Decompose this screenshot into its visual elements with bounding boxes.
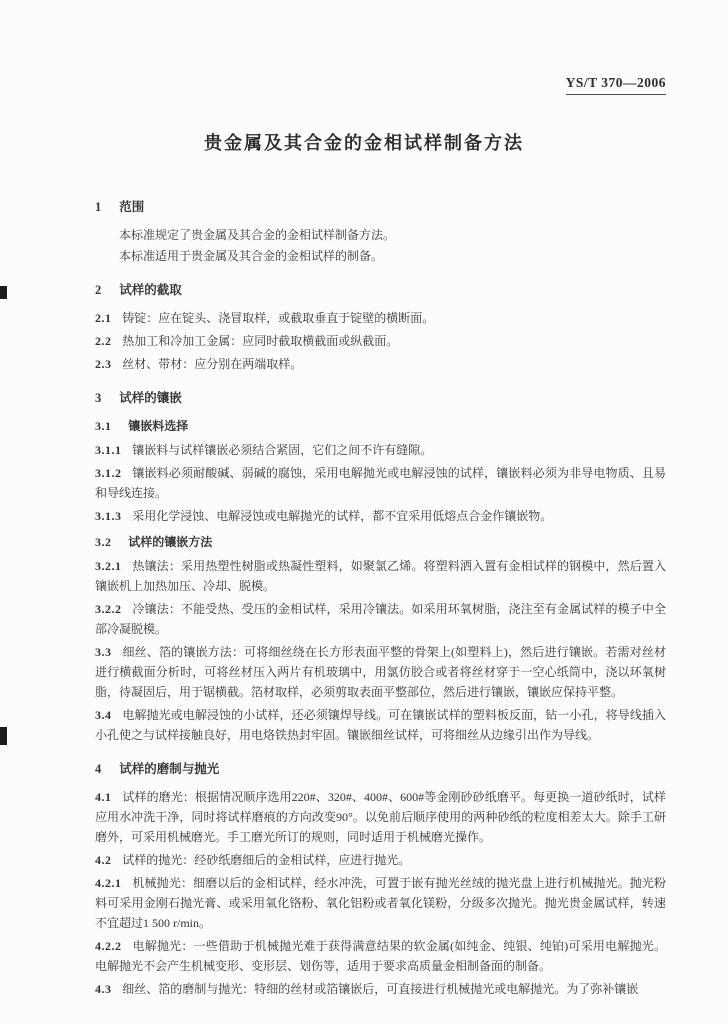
clause-text: 本标准规定了贵金属及其合金的金相试样制备方法。 (119, 228, 396, 242)
clause-text: 试样的截取 (119, 283, 182, 297)
clause-text: 试样的镶嵌 (119, 391, 182, 405)
clause-text: 范围 (119, 200, 145, 214)
clause-number: 4.3 (95, 982, 112, 996)
clause-4.2 (95, 850, 666, 870)
clause-number: 3.4 (95, 708, 112, 722)
clause-3.3 (95, 642, 666, 702)
clause-text: 本标准适用于贵金属及其合金的金相试样的制备。 (119, 249, 384, 263)
standard-number: YS/T 370—2006 (566, 75, 666, 95)
clause-text: 电解抛光或电解浸蚀的小试样，还必须镶焊导线。可在镶嵌试样的塑料板反面，钻一小孔，将导线插入小孔使之与试样接触良好，用电烙铁热封牢固。镶嵌细丝试样，可将细丝从边缘引出作为导线。 (95, 708, 666, 742)
clause-3.1.1 (95, 440, 666, 460)
clause-text: 电解抛光：一些借助于机械抛光难于获得满意结果的软金属(如纯金、纯银、纯铂)可采用电解抛光。电解抛光不会产生机械变形、变形层、划伤等，适用于要求高质量金相制备面的制备。 (95, 939, 666, 973)
clause-text: 试样的磨制与抛光 (119, 762, 220, 776)
clause-3.1.3 (95, 506, 666, 526)
clause-number: 4 (95, 762, 102, 776)
clause-number: 4.2 (95, 853, 112, 867)
para-1 (95, 225, 666, 245)
clause-4.3 (95, 979, 666, 999)
clause-number: 3.2.1 (95, 559, 122, 573)
clause-text: 采用化学浸蚀、电解浸蚀或电解抛光的试样，都不宜采用低熔点合金作镶嵌物。 (132, 509, 553, 523)
clause-number: 2.2 (95, 334, 112, 348)
clause-text: 镶嵌料必须耐酸碱、弱碱的腐蚀，采用电解抛光或电解浸蚀的试样，镶嵌料必须为非导电物质、且易和导线连接。 (95, 466, 666, 500)
clause-2.1 (95, 308, 666, 328)
clause-number: 4.1 (95, 790, 112, 804)
clause-number: 3.2.2 (95, 602, 122, 616)
clause-3.4 (95, 705, 666, 745)
para-2 (95, 246, 666, 266)
clause-text: 试样的磨光：根据情况顺序选用220#、320#、400#、600#等金刚砂砂纸磨平。每更换一道砂纸时，试样应用水冲洗干净，同时将试样磨痕的方向改变90°。以免前后顺序使用的两种砂纸的粒度相差太大。除手工研磨外，可采用机械磨光。手工磨光所订的规则，同时适用于机械磨光操作。 (95, 790, 666, 844)
heading-4 (95, 759, 666, 779)
clause-text: 丝材、带材：应分别在两端取样。 (122, 357, 303, 371)
clause-text: 镶嵌料与试样镶嵌必须结合紧固，它们之间不许有缝隙。 (132, 443, 433, 457)
clause-4.1 (95, 787, 666, 847)
clause-text: 镶嵌料选择 (128, 419, 189, 433)
clause-4.2.2 (95, 936, 666, 976)
clause-text: 热加工和冷加工金属：应同时截取横截面或纵截面。 (122, 334, 399, 348)
document-title: 贵金属及其合金的金相试样制备方法 (204, 133, 524, 153)
clause-text: 机械抛光：细磨以后的金相试样，经水冲洗，可置于嵌有抛光丝绒的抛光盘上进行机械抛光。抛光粉料可采用金刚石抛光膏、或采用氧化铬粉、氧化铝粉或者氧化镁粉，分级多次抛光。抛光贵金属试样，转速不宜超过1 500 r/min。 (95, 876, 666, 930)
clause-number: 3.1.1 (95, 443, 122, 457)
clause-text: 细丝、箔的磨制与抛光：特细的丝材或箔镶嵌后，可直接进行机械抛光或电解抛光。为了弥补镶嵌 (122, 982, 639, 996)
clause-number: 1 (95, 200, 102, 214)
clause-number: 3.3 (95, 645, 112, 659)
clause-text: 试样的镶嵌方法 (128, 535, 213, 549)
clause-number: 2.1 (95, 311, 112, 325)
document-body (0, 197, 728, 999)
heading-1 (95, 197, 666, 217)
binding-mark (0, 286, 7, 299)
clause-number: 3 (95, 391, 102, 405)
clause-3.2.1 (95, 556, 666, 596)
clause-number: 4.2.2 (95, 939, 122, 953)
clause-text: 冷镶法：不能受热、受压的金相试样，采用冷镶法。如采用环氧树脂，浇注至有金属试样的模子中全部冷凝脱模。 (95, 602, 666, 636)
clause-text: 铸锭：应在锭头、浇冒取样，或截取垂直于锭壁的横断面。 (122, 311, 435, 325)
clause-text: 热镶法：采用热塑性树脂或热凝性塑料，如聚氯乙烯。将塑料洒入置有金相试样的钢模中，然后置入镶嵌机上加热加压、冷却、脱模。 (95, 559, 666, 593)
clause-number: 4.2.1 (95, 876, 122, 890)
clause-number: 3.1 (95, 419, 112, 433)
heading-3 (95, 388, 666, 408)
subheading-3.2 (95, 532, 666, 552)
clause-3.1.2 (95, 463, 666, 503)
clause-number: 2 (95, 283, 102, 297)
binding-mark (0, 727, 7, 745)
subheading-3.1 (95, 416, 666, 436)
clause-2.2 (95, 331, 666, 351)
clause-number: 3.1.2 (95, 466, 122, 480)
clause-text: 试样的抛光：经砂纸磨细后的金相试样，应进行抛光。 (122, 853, 411, 867)
page-header (0, 0, 728, 95)
clause-text: 细丝、箔的镶嵌方法：可将细丝绕在长方形表面平整的骨架上(如塑料上)，然后进行镶嵌。若需对丝材进行横截面分析时，可将丝材压入两片有机玻璃中，用氯仿胶合或者将丝材穿于一空心纸筒中，浇以环氧树脂，待凝固后，用于锯横截。箔材取样，必须剪取表面平整部位，然后进行镶嵌，镶嵌应保持平整。 (95, 645, 666, 699)
clause-4.2.1 (95, 873, 666, 933)
clause-2.3 (95, 354, 666, 374)
clause-3.2.2 (95, 599, 666, 639)
clause-number: 3.1.3 (95, 509, 122, 523)
clause-number: 3.2 (95, 535, 112, 549)
clause-number: 2.3 (95, 357, 112, 371)
heading-2 (95, 280, 666, 300)
